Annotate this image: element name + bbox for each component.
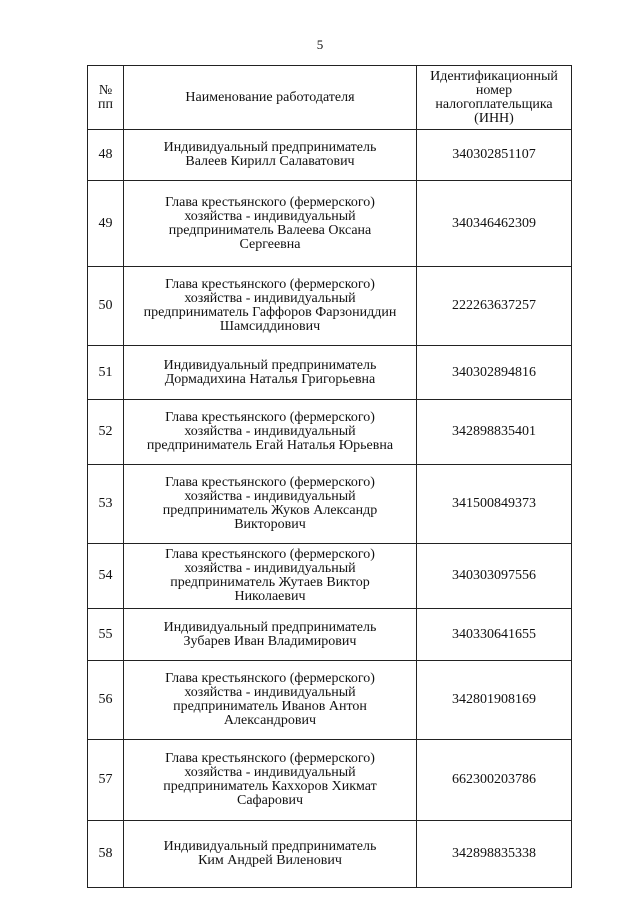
employer-name: Глава крестьянского (фермерского) хозяйства - индивидуальный предприниматель Иванов Антон Александрович: [124, 661, 417, 740]
employer-inn: 342898835338: [417, 821, 572, 888]
row-number: 58: [88, 821, 124, 888]
table-row: [88, 821, 572, 888]
row-number: 53: [88, 465, 124, 544]
page-number: 5: [316, 37, 324, 52]
table-row: [88, 465, 572, 544]
employer-inn: 340346462309: [417, 181, 572, 267]
employer-name: Глава крестьянского (фермерского) хозяйства - индивидуальный предприниматель Гаффоров Фарзониддин Шамсиддинович: [124, 267, 417, 346]
row-number: 57: [88, 740, 124, 821]
row-number: 50: [88, 267, 124, 346]
row-number: 52: [88, 400, 124, 465]
employer-inn: 340302851107: [417, 130, 572, 181]
row-number: 56: [88, 661, 124, 740]
employer-name: Глава крестьянского (фермерского) хозяйства - индивидуальный предприниматель Егай Наталья Юрьевна: [124, 400, 417, 465]
employer-name: Глава крестьянского (фермерского) хозяйства - индивидуальный предприниматель Жутаев Виктор Николаевич: [124, 544, 417, 609]
employer-name: Глава крестьянского (фермерского) хозяйства - индивидуальный предприниматель Валеева Оксана Сергеевна: [124, 181, 417, 267]
employer-inn: 340302894816: [417, 346, 572, 400]
table-row: [88, 740, 572, 821]
table-row: [88, 400, 572, 465]
employer-name: Глава крестьянского (фермерского) хозяйства - индивидуальный предприниматель Жуков Александр Викторович: [124, 465, 417, 544]
employer-inn: 222263637257: [417, 267, 572, 346]
employer-inn: 342801908169: [417, 661, 572, 740]
table-row: [88, 267, 572, 346]
employer-name: Глава крестьянского (фермерского) хозяйства - индивидуальный предприниматель Каххоров Хикмат Сафарович: [124, 740, 417, 821]
table-row: [88, 181, 572, 267]
employer-inn: 340330641655: [417, 609, 572, 661]
employer-inn: 341500849373: [417, 465, 572, 544]
header-number: № пп: [88, 66, 124, 130]
table-row: [88, 609, 572, 661]
table-header-row: [88, 66, 572, 130]
row-number: 51: [88, 346, 124, 400]
employer-inn: 340303097556: [417, 544, 572, 609]
employer-name: Индивидуальный предприниматель Дормадихина Наталья Григорьевна: [124, 346, 417, 400]
row-number: 54: [88, 544, 124, 609]
row-number: 49: [88, 181, 124, 267]
header-employer-name: Наименование работодателя: [124, 66, 417, 130]
employer-name: Индивидуальный предприниматель Валеев Кирилл Салаватович: [124, 130, 417, 181]
table-row: [88, 661, 572, 740]
header-inn: Идентификационный номер налогоплательщика (ИНН): [417, 66, 572, 130]
table-row: [88, 544, 572, 609]
employer-inn: 342898835401: [417, 400, 572, 465]
employer-name: Индивидуальный предприниматель Зубарев Иван Владимирович: [124, 609, 417, 661]
table-row: [88, 346, 572, 400]
employer-registry-table: [87, 65, 572, 888]
row-number: 48: [88, 130, 124, 181]
employer-inn: 662300203786: [417, 740, 572, 821]
row-number: 55: [88, 609, 124, 661]
table-row: [88, 130, 572, 181]
employer-name: Индивидуальный предприниматель Ким Андрей Виленович: [124, 821, 417, 888]
